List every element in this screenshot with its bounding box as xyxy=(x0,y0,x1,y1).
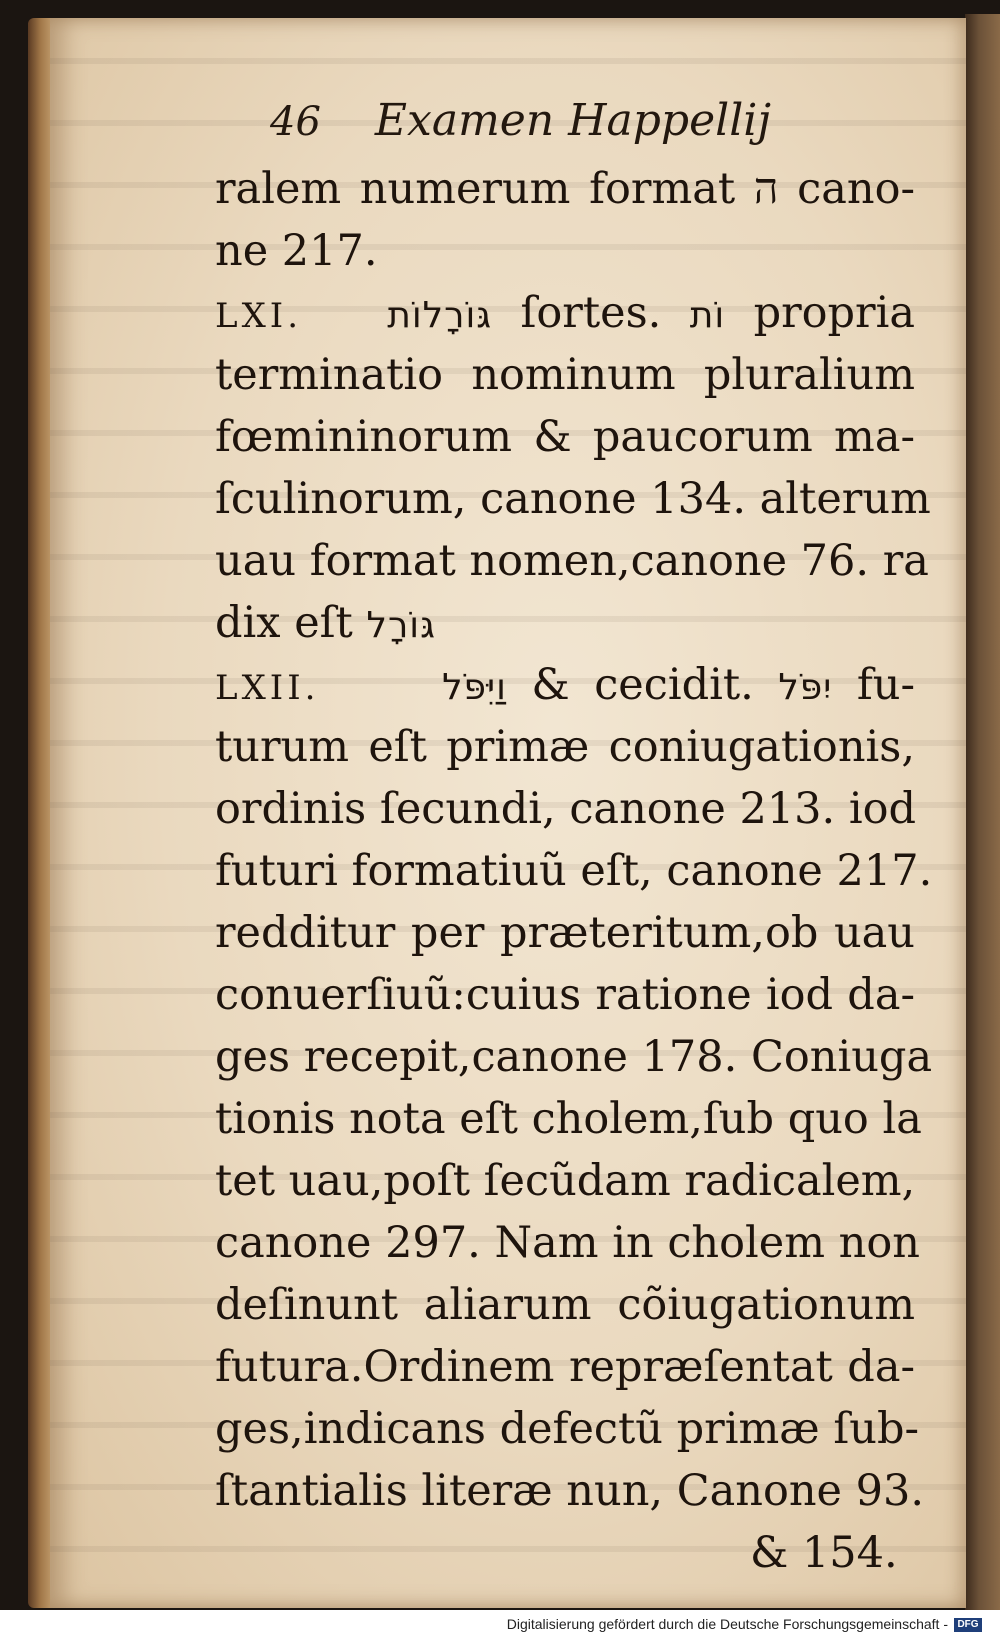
text-line: ne 217. xyxy=(215,226,378,276)
text-run: ſortes. xyxy=(520,288,662,338)
page-number: 46 xyxy=(270,99,321,145)
text-line: fœmininorum & paucorum ma- xyxy=(215,412,915,462)
hebrew-word: יִפֹּל xyxy=(778,667,833,708)
text-line: deſinunt aliarum cõiugationum xyxy=(215,1280,915,1330)
text-line: uau format nomen,canone 76. ra xyxy=(215,536,929,586)
running-header xyxy=(270,95,830,165)
text-run: fu- xyxy=(856,660,916,710)
text-run: dix eſt xyxy=(215,598,353,648)
text-line: ges,indicans defectũ primæ ſub- xyxy=(215,1404,919,1454)
text-line: ralem numerum format ה cano- xyxy=(215,164,916,214)
text-line: & 154. xyxy=(750,1528,898,1578)
section-number: LXI. xyxy=(215,296,303,336)
running-title: Examen Happellij xyxy=(374,95,771,146)
text-line: tet uau,poſt ſecũdam radicalem, xyxy=(215,1156,916,1206)
hebrew-word: גּוֹרָלוֹת xyxy=(387,295,493,336)
hebrew-word: וַיִּפֹּל xyxy=(442,667,507,708)
text-line xyxy=(215,282,915,344)
text-run: & cecidit. xyxy=(531,660,754,710)
text-line: canone 297. Nam in cholem non xyxy=(215,1218,920,1268)
text-run: propria xyxy=(753,288,916,338)
text-line: ges recepit,canone 178. Coniuga xyxy=(215,1032,933,1082)
digitization-footer xyxy=(0,1610,1000,1639)
text-line: ſtantialis literæ nun, Canone 93. xyxy=(215,1466,925,1516)
section-number: LXII. xyxy=(215,668,320,708)
text-line: futura.Ordinem repræſentat da- xyxy=(215,1342,915,1392)
text-line: futuri formatiuũ eſt, canone 217. xyxy=(215,846,933,896)
dfg-logo: DFG xyxy=(954,1618,982,1632)
book-edge-right xyxy=(965,14,1000,1614)
text-line: terminatio nominum pluralium xyxy=(215,350,915,400)
text-line: ordinis ſecundi, canone 213. iod xyxy=(215,784,917,834)
text-line xyxy=(215,654,915,716)
text-line: ſculinorum, canone 134. alterum xyxy=(215,474,931,524)
page-text xyxy=(215,158,933,1584)
text-line: conuerſiuũ:cuius ratione iod da- xyxy=(215,970,915,1020)
hebrew-word: גּוֹרָל xyxy=(366,605,436,646)
text-line xyxy=(215,592,915,654)
text-line: redditur per præteritum,ob uau xyxy=(215,908,915,958)
hebrew-word: וֹת xyxy=(689,295,726,336)
footer-text: Digitalisierung gefördert durch die Deutsche Forschungsgemeinschaft - xyxy=(506,1616,948,1632)
text-line: tionis nota eſt cholem,ſub quo la xyxy=(215,1094,922,1144)
text-line: turum eſt primæ coniugationis, xyxy=(215,722,915,772)
